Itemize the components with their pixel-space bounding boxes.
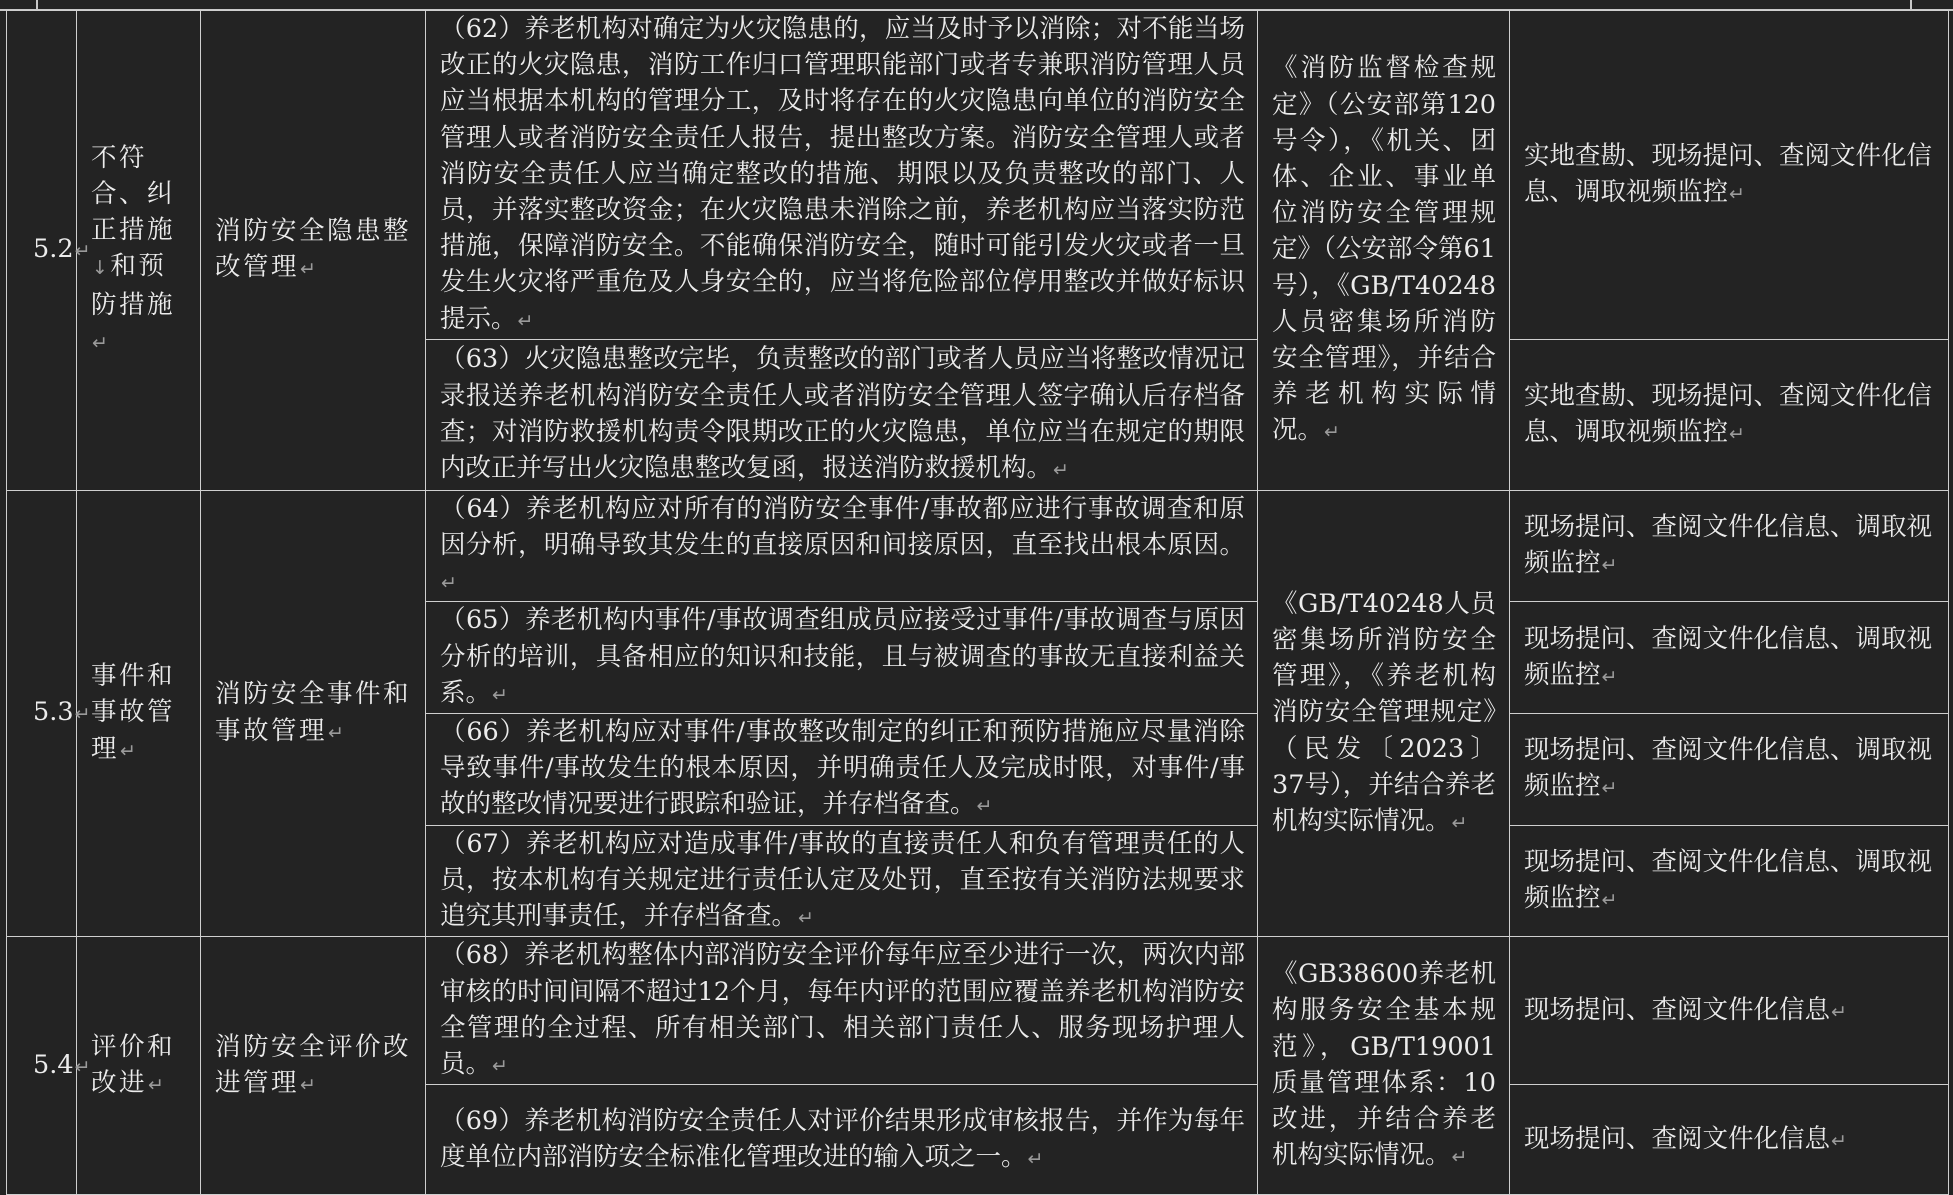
section-number-cell: [7, 490, 91, 936]
audit-method-text: 现场提问、查阅文件化信息、调取视频监控: [1524, 735, 1933, 802]
management-item-label: 消防安全隐患整改管理: [215, 216, 412, 283]
paragraph-mark: ↵: [1451, 812, 1468, 835]
paragraph-mark: ↵: [1729, 422, 1745, 445]
requirement-text: （63）火灾隐患整改完毕，负责整改的部门或者人员应当将整改情况记录报送养老机构消防安全责任人或者消防安全管理人签字确认后存档备查；对消防救援机构责令限期改正的火灾隐患，单位应当在规定的期限内改正并写出火灾隐患整改复函，报送消防救援机构。: [440, 344, 1245, 484]
audit-method-cell: [1510, 602, 1949, 714]
basis-text: 《GB/T40248人员密集场所消防安全管理》，《养老机构消防安全管理规定》（民发〔2023〕37号），并结合养老机构实际情况。: [1272, 588, 1496, 837]
management-item-cell: [201, 937, 426, 1195]
paragraph-mark: ↵: [120, 739, 139, 762]
paragraph-mark: ↵: [300, 258, 319, 281]
paragraph-mark: ↵: [1831, 1129, 1847, 1152]
audit-method-cell: [1510, 1085, 1949, 1195]
audit-method-text: 现场提问、查阅文件化信息、调取视频监控: [1524, 511, 1933, 579]
audit-method-text: 实地查勘、现场提问、查阅文件化信息、调取视频监控: [1524, 140, 1933, 207]
audit-method-cell: [1510, 714, 1949, 826]
audit-method-text: 实地查勘、现场提问、查阅文件化信息、调取视频监控: [1524, 380, 1933, 447]
paragraph-mark: ↵: [1451, 1146, 1468, 1169]
table-row: [7, 490, 1949, 602]
paragraph-mark: ↵: [74, 703, 91, 726]
section-number-cell: [7, 937, 91, 1195]
requirement-cell: [426, 1085, 1258, 1195]
category-cell: [74, 11, 201, 491]
page-corner-mark: [36, 0, 38, 10]
requirement-cell: [426, 11, 1258, 340]
previous-page-edge: [0, 0, 1953, 10]
basis-cell: [1258, 490, 1510, 936]
paragraph-mark: ↵: [1729, 182, 1745, 205]
paragraph-mark: ↵: [492, 1054, 508, 1077]
paragraph-mark: ↵: [1601, 665, 1618, 688]
management-item-label: 消防安全事件和事故管理: [215, 679, 412, 746]
audit-method-cell: [1510, 11, 1949, 340]
requirement-text: （66）养老机构应对事件/事故整改制定的纠正和预防措施应尽量消除导致事件/事故发生的根本原因，并明确责任人及完成时限，对事件/事故的整改情况要进行跟踪和验证，并存档备查。: [440, 717, 1245, 820]
paragraph-mark: ↵: [1601, 777, 1618, 800]
requirement-text: （65）养老机构内事件/事故调查组成员应接受过事件/事故调查与原因分析的培训，具备相应的知识和技能，且与被调查的事故无直接利益关系。: [440, 605, 1245, 708]
category-cell: [74, 490, 201, 936]
management-item-cell: [201, 490, 426, 936]
section-number: 5.2: [33, 234, 74, 265]
management-item-label: 消防安全评价改进管理: [215, 1031, 412, 1098]
table-row: [7, 937, 1949, 1085]
paragraph-mark: ↵: [1601, 554, 1618, 577]
requirement-text: （67）养老机构应对造成事件/事故的直接责任人和负有管理责任的人员，按本机构有关规定进行责任认定及处罚，直至按有关消防法规要求追究其刑事责任，并存档备查。: [440, 828, 1245, 932]
paragraph-mark: ↵: [74, 1055, 91, 1078]
requirement-text: （69）养老机构消防安全责任人对评价结果形成审核报告，并作为每年度单位内部消防安全标准化管理改进的输入项之一。: [440, 1105, 1245, 1172]
paragraph-mark: ↵: [976, 795, 993, 818]
paragraph-mark: ↵: [74, 240, 91, 263]
category-label: 事件和事故管理: [91, 661, 176, 764]
paragraph-mark: ↵: [1053, 459, 1069, 482]
requirement-cell: [426, 490, 1258, 602]
paragraph-mark: ↵: [148, 1073, 167, 1096]
page-corner-mark: [1910, 0, 1912, 10]
requirement-cell: [426, 714, 1258, 826]
paragraph-mark: ↵: [517, 309, 534, 332]
requirement-cell: [426, 825, 1258, 937]
section-number-cell: [7, 11, 91, 491]
category-label-continued: 和预防措施: [91, 251, 176, 320]
basis-text: 《消防监督检查规定》（公安部第120号令），《机关、团体、企业、事业单位消防安全管理规定》（公安部令第61号），《GB/T40248人员密集场所消防安全管理》，并结合养老机构实际情况。: [1272, 53, 1496, 446]
paragraph-mark: ↵: [1027, 1147, 1044, 1170]
requirement-text: （62）养老机构对确定为火灾隐患的，应当及时予以消除；对不能当场改正的火灾隐患，消防工作归口管理职能部门或者专兼职消防管理人员应当根据本机构的管理分工，及时将存在的火灾隐患向单位的消防安全管理人或者消防安全责任人报告，提出整改方案。消防安全管理人或者消防安全责任人应当确定整改的措施、期限以及负责整改的部门、人员，并落实整改资金；在火灾隐患未消除之前，养老机构应当落实防范措施，保障消防安全。不能确保消防安全，随时可能引发火灾或者一旦发生火灾将严重危及人身安全的，应当将危险部位停用整改并做好标识提示。: [440, 14, 1245, 334]
line-break-mark: ↓: [92, 257, 111, 280]
basis-text: 《GB38600养老机构服务安全基本规范》，GB/T19001质量管理体系：10改进，并结合养老机构实际情况。: [1272, 959, 1496, 1171]
requirement-cell: [426, 937, 1258, 1085]
basis-cell: [1258, 937, 1510, 1195]
requirement-text: （68）养老机构整体内部消防安全评价每年应至少进行一次，两次内部审核的时间间隔不超过12个月，每年内评的范围应覆盖养老机构消防安全管理的全过程、所有相关部门、相关部门责任人、服务现场护理人员。: [440, 940, 1245, 1079]
paragraph-mark: ↵: [300, 1073, 319, 1096]
audit-method-cell: [1510, 937, 1949, 1085]
audit-method-cell: [1510, 339, 1949, 490]
audit-method-cell: [1510, 490, 1949, 602]
paragraph-mark: ↵: [92, 331, 111, 354]
paragraph-mark: ↵: [328, 721, 347, 744]
audit-method-text: 现场提问、查阅文件化信息、调取视频监控: [1524, 846, 1933, 913]
basis-cell: [1258, 11, 1510, 491]
fire-safety-standard-table: [6, 10, 1949, 1195]
paragraph-mark: ↵: [492, 683, 508, 706]
category-label: 评价和改进: [91, 1031, 176, 1098]
management-item-cell: [201, 11, 426, 491]
paragraph-mark: ↵: [441, 572, 457, 595]
requirement-cell: [426, 339, 1258, 490]
paragraph-mark: ↵: [798, 907, 814, 930]
section-number: 5.3: [33, 697, 74, 728]
paragraph-mark: ↵: [1831, 1000, 1847, 1023]
category-label: 不符合、纠正措施: [91, 142, 176, 246]
requirement-cell: [426, 602, 1258, 714]
section-number: 5.4: [33, 1049, 74, 1080]
audit-method-text: 现场提问、查阅文件化信息: [1524, 994, 1831, 1025]
paragraph-mark: ↵: [1601, 888, 1618, 911]
requirement-text: （64）养老机构应对所有的消防安全事件/事故都应进行事故调查和原因分析，明确导致其发生的直接原因和间接原因，直至找出根本原因。: [440, 493, 1245, 561]
table-row: [7, 11, 1949, 340]
audit-method-cell: [1510, 825, 1949, 937]
audit-method-text: 现场提问、查阅文件化信息: [1524, 1123, 1831, 1154]
category-cell: [74, 937, 201, 1195]
audit-method-text: 现场提问、查阅文件化信息、调取视频监控: [1524, 623, 1933, 690]
paragraph-mark: ↵: [1324, 421, 1340, 444]
